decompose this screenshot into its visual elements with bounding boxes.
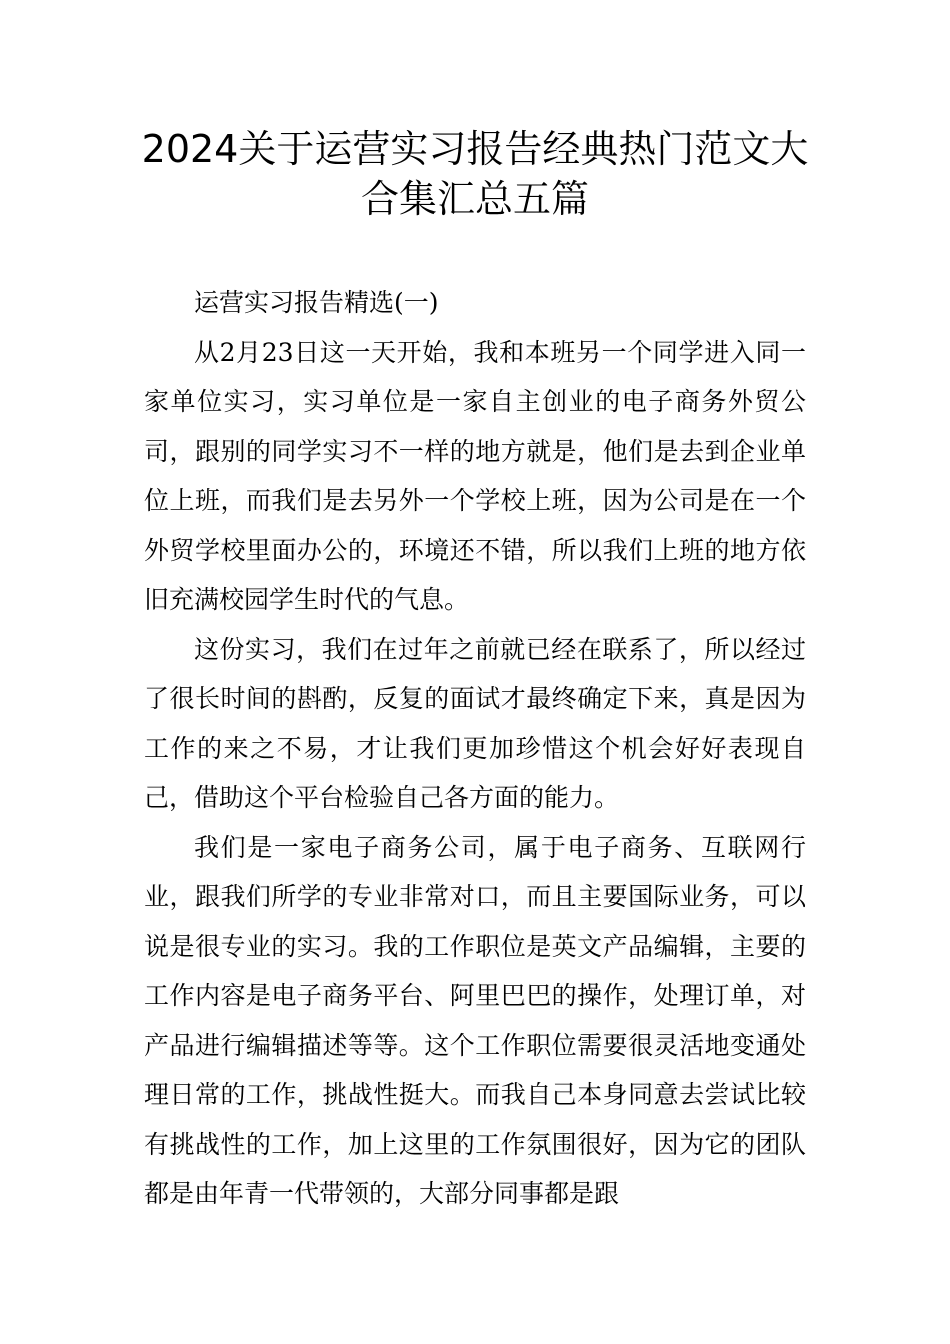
title-line-1: 2024关于运营实习报告经典热门范文大 bbox=[141, 127, 809, 171]
paragraph-1: 从2月23日这一天开始，我和本班另一个同学进入同一家单位实习，实习单位是一家自主创业的电子商务外贸公司，跟别的同学实习不一样的地方就是，他们是去到企业单位上班，而我们是去另外一个学校上班，因为公司是在一个外贸学校里面办公的，环境还不错，所以我们上班的地方依旧充满校园学生时代的气息。 bbox=[144, 337, 806, 614]
document-body bbox=[144, 278, 806, 1219]
section-heading: 运营实习报告精选(一) bbox=[194, 288, 439, 317]
document-title bbox=[130, 124, 820, 224]
title-line-2: 合集汇总五篇 bbox=[360, 177, 589, 221]
paragraph-3: 我们是一家电子商务公司，属于电子商务、互联网行业，跟我们所学的专业非常对口，而且主要国际业务，可以说是很专业的实习。我的工作职位是英文产品编辑，主要的工作内容是电子商务平台、阿里巴巴的操作，处理订单，对产品进行编辑描述等等。这个工作职位需要很灵活地变通处理日常的工作，挑战性挺大。而我自己本身同意去尝试比较有挑战性的工作，加上这里的工作氛围很好，因为它的团队都是由年青一代带领的，大部分同事都是跟 bbox=[144, 832, 806, 1208]
paragraph-2: 这份实习，我们在过年之前就已经在联系了，所以经过了很长时间的斟酌，反复的面试才最终确定下来，真是因为工作的来之不易，才让我们更加珍惜这个机会好好表现自己，借助这个平台检验自己各方面的能力。 bbox=[144, 634, 806, 812]
